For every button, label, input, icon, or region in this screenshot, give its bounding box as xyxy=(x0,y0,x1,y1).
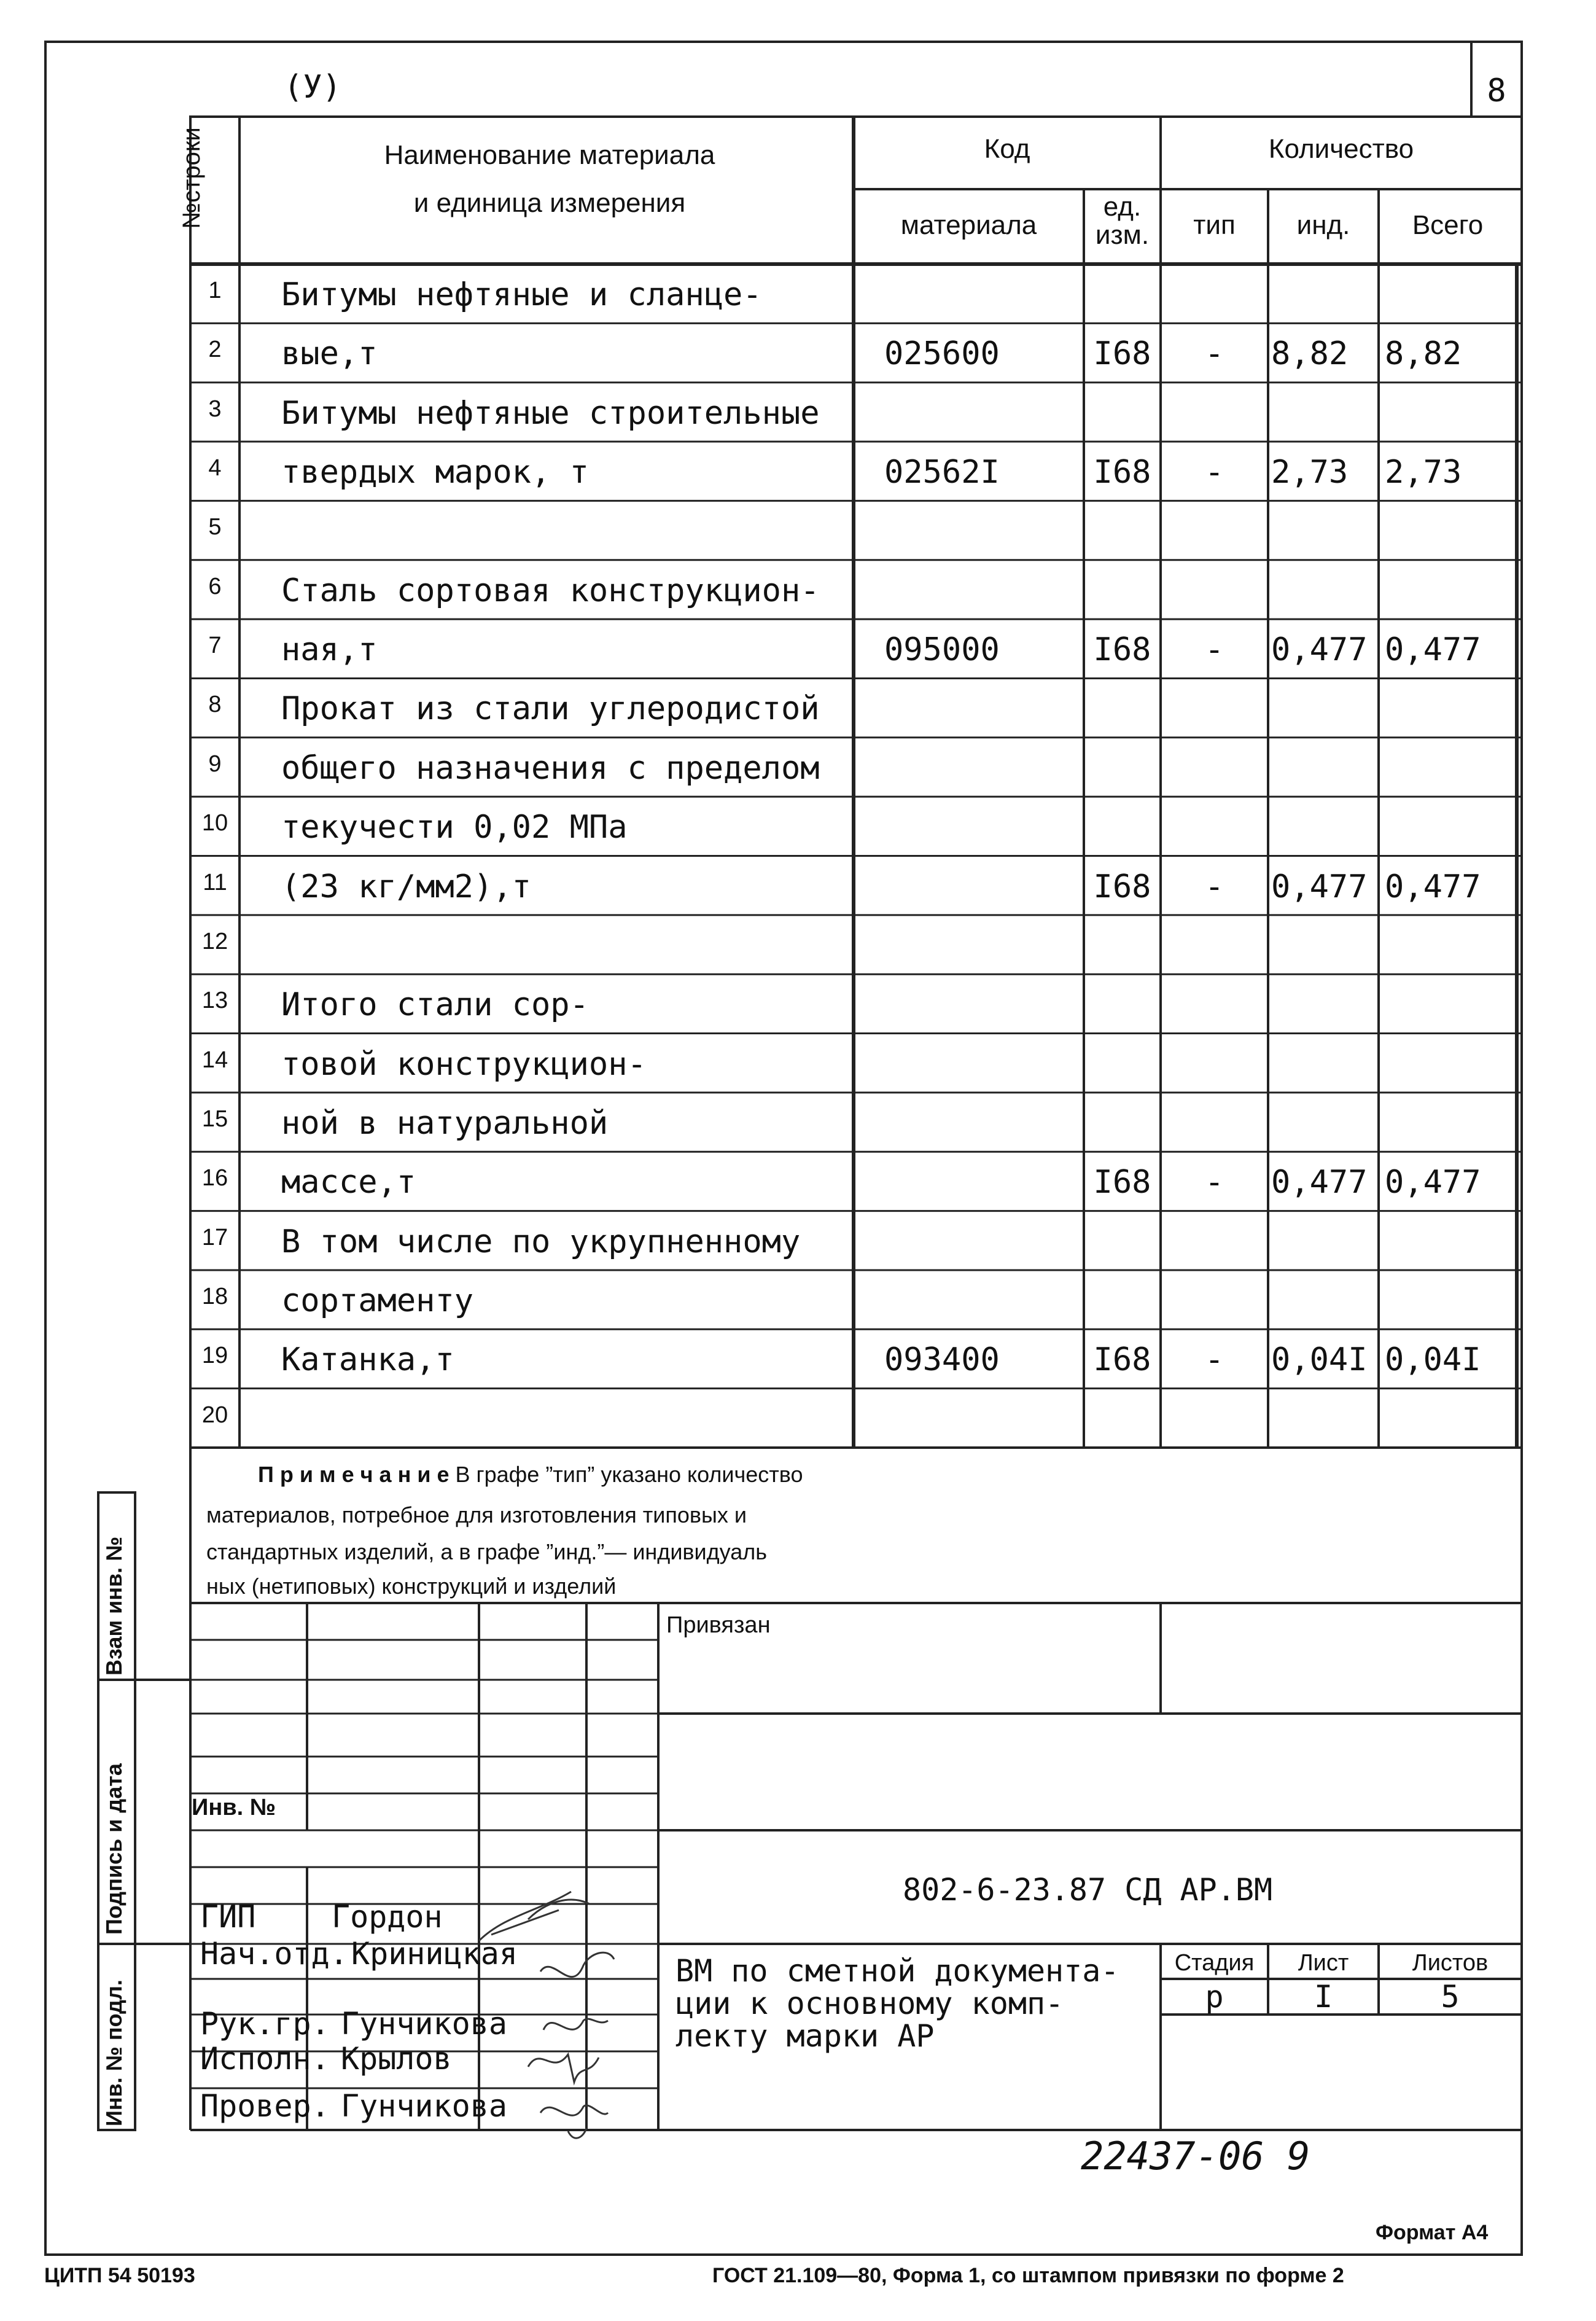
signer-name-5: Гунчикова xyxy=(341,2088,507,2124)
row-number: 3 xyxy=(208,396,222,422)
header-quantity: Количество xyxy=(1268,134,1414,164)
row-total: 0,477 xyxy=(1385,868,1481,905)
header-code: Код xyxy=(984,134,1030,164)
handwritten-number: 22437-06 9 xyxy=(1081,2134,1310,2179)
row-number: 18 xyxy=(201,1283,228,1309)
row-number: 4 xyxy=(208,455,222,482)
signer-name-4: Крылов xyxy=(341,2041,452,2077)
row-number: 16 xyxy=(201,1165,228,1192)
footer-left: ЦИТП 54 50193 xyxy=(44,2264,195,2287)
stamp-sheets-value: 5 xyxy=(1441,1979,1460,2015)
row-material-name: (23 кг/мм2),т xyxy=(281,868,531,905)
row-material-name: В том числе по укрупненному xyxy=(281,1223,801,1260)
row-material-name: массе,т xyxy=(281,1164,416,1201)
row-material-name: твердых марок, т xyxy=(281,454,589,491)
row-type: - xyxy=(1204,335,1224,373)
row-total: 8,82 xyxy=(1385,335,1462,373)
row-code: 025600 xyxy=(884,335,1000,373)
row-material-name: Сталь сортовая конструкцион- xyxy=(281,572,820,609)
row-ind: 0,477 xyxy=(1271,631,1368,669)
stamp-title-1: ВМ по сметной документа- xyxy=(675,1953,1119,1989)
signer-name-1: Гордон xyxy=(332,1899,443,1935)
row-number: 20 xyxy=(201,1402,228,1428)
header-row-no: №строки xyxy=(178,127,205,229)
row-type: - xyxy=(1204,1341,1224,1379)
row-number: 2 xyxy=(208,337,222,363)
row-material-name: Прокат из стали углеродистой xyxy=(281,690,820,728)
signer-name-2: Криницкая xyxy=(351,1936,518,1972)
row-unit: I68 xyxy=(1093,868,1151,905)
stamp-sheet-value: I xyxy=(1314,1979,1333,2015)
sheet-number: 8 xyxy=(1487,72,1506,109)
row-ind: 0,477 xyxy=(1271,868,1368,905)
note-line-4: ных (нетиповых) конструкций и изделий xyxy=(206,1574,617,1599)
row-number: 6 xyxy=(208,573,222,599)
row-material-name: товой конструкцион- xyxy=(281,1045,647,1083)
row-number: 12 xyxy=(201,928,228,954)
row-number: 17 xyxy=(201,1224,228,1250)
row-material-name: Катанка,т xyxy=(281,1341,454,1379)
row-ind: 2,73 xyxy=(1271,454,1349,491)
row-material-name: ная,т xyxy=(281,631,378,669)
row-number: 8 xyxy=(208,692,222,718)
row-material-name: текучести 0,02 МПа xyxy=(281,809,628,846)
row-total: 2,73 xyxy=(1385,454,1462,491)
header-ind: инд. xyxy=(1296,210,1350,240)
stamp-doc-code: 802-6-23.87 СД АР.ВМ xyxy=(903,1872,1273,1908)
row-number: 15 xyxy=(201,1106,228,1132)
row-type: - xyxy=(1204,454,1224,491)
stamp-title-3: лекту марки АР xyxy=(675,2018,935,2054)
header-material: материала xyxy=(900,210,1037,240)
row-material-name: Битумы нефтяные строительные xyxy=(281,394,820,432)
side-inv-podl: Инв. № подл. xyxy=(101,1980,127,2126)
row-material-name: сортаменту xyxy=(281,1282,474,1319)
row-number: 10 xyxy=(201,810,228,837)
row-type: - xyxy=(1204,1164,1224,1201)
row-number: 11 xyxy=(203,869,227,895)
side-vzam: Взам инв. № xyxy=(101,1536,127,1675)
row-material-name: вые,т xyxy=(281,335,378,373)
header-name-2: и единица измерения xyxy=(413,188,686,218)
header-total: Всего xyxy=(1412,210,1484,240)
row-unit: I68 xyxy=(1093,631,1151,669)
stamp-title-2: ции к основному комп- xyxy=(675,1986,1064,2021)
row-ind: 0,477 xyxy=(1271,1164,1368,1201)
signer-role-4: Исполн. xyxy=(200,2041,330,2077)
row-total: 0,477 xyxy=(1385,631,1481,669)
stamp-bound-label: Привязан xyxy=(666,1612,771,1638)
row-number: 13 xyxy=(201,988,228,1014)
row-ind: 8,82 xyxy=(1271,335,1349,373)
note-text-1: В графе ”тип” указано количество xyxy=(449,1462,803,1487)
signer-role-1: ГИП xyxy=(200,1899,256,1935)
signer-role-2: Нач.отд. xyxy=(200,1936,348,1972)
row-material-name: Битумы нефтяные и сланце- xyxy=(281,276,762,313)
row-type: - xyxy=(1204,868,1224,905)
side-podpis: Подпись и дата xyxy=(101,1763,127,1935)
row-total: 0,477 xyxy=(1385,1164,1481,1201)
format-label: Формат А4 xyxy=(1376,2221,1489,2244)
header-name-1: Наименование материала xyxy=(384,140,715,170)
stamp-inv-label: Инв. № xyxy=(192,1795,276,1820)
header-unit-1: ед. xyxy=(1103,192,1142,222)
row-ind: 0,04I xyxy=(1271,1341,1368,1379)
footer-right: ГОСТ 21.109—80, Форма 1, со штампом привязки по форме 2 xyxy=(712,2264,1344,2287)
row-code: 02562I xyxy=(884,454,1000,491)
row-unit: I68 xyxy=(1093,335,1151,373)
row-code: 093400 xyxy=(884,1341,1000,1379)
row-number: 9 xyxy=(208,751,222,777)
note-line-2: материалов, потребное для изготовления типовых и xyxy=(206,1502,747,1527)
signer-name-3: Гунчикова xyxy=(341,2006,507,2042)
row-unit: I68 xyxy=(1093,1164,1151,1201)
signer-role-3: Рук.гр. xyxy=(200,2006,330,2042)
row-code: 095000 xyxy=(884,631,1000,669)
stamp-stage-label: Стадия xyxy=(1174,1950,1255,1976)
row-unit: I68 xyxy=(1093,1341,1151,1379)
row-number: 14 xyxy=(201,1047,228,1073)
row-total: 0,04I xyxy=(1385,1341,1481,1379)
row-material-name: ной в натуральной xyxy=(281,1104,609,1142)
variant-label: (У) xyxy=(284,69,341,106)
header-type: тип xyxy=(1193,210,1236,240)
stamp-sheets-label: Листов xyxy=(1412,1950,1489,1976)
note-line-3: стандартных изделий, а в графе ”инд.”— индивидуаль xyxy=(206,1539,768,1564)
row-number: 7 xyxy=(208,633,222,659)
row-number: 19 xyxy=(201,1343,228,1369)
row-type: - xyxy=(1204,631,1224,669)
header-unit-2: изм. xyxy=(1095,220,1150,250)
signer-role-5: Провер. xyxy=(200,2088,330,2124)
stamp-stage-value: р xyxy=(1205,1979,1224,2015)
note-lead: П р и м е ч а н и е xyxy=(258,1462,450,1487)
note-line-1 xyxy=(258,1462,803,1488)
row-material-name: Итого стали сор- xyxy=(281,986,589,1024)
row-number: 5 xyxy=(208,514,222,540)
row-number: 1 xyxy=(208,278,222,303)
stamp-sheet-label: Лист xyxy=(1298,1950,1349,1976)
row-material-name: общего назначения с пределом xyxy=(281,749,820,787)
row-unit: I68 xyxy=(1093,454,1151,491)
